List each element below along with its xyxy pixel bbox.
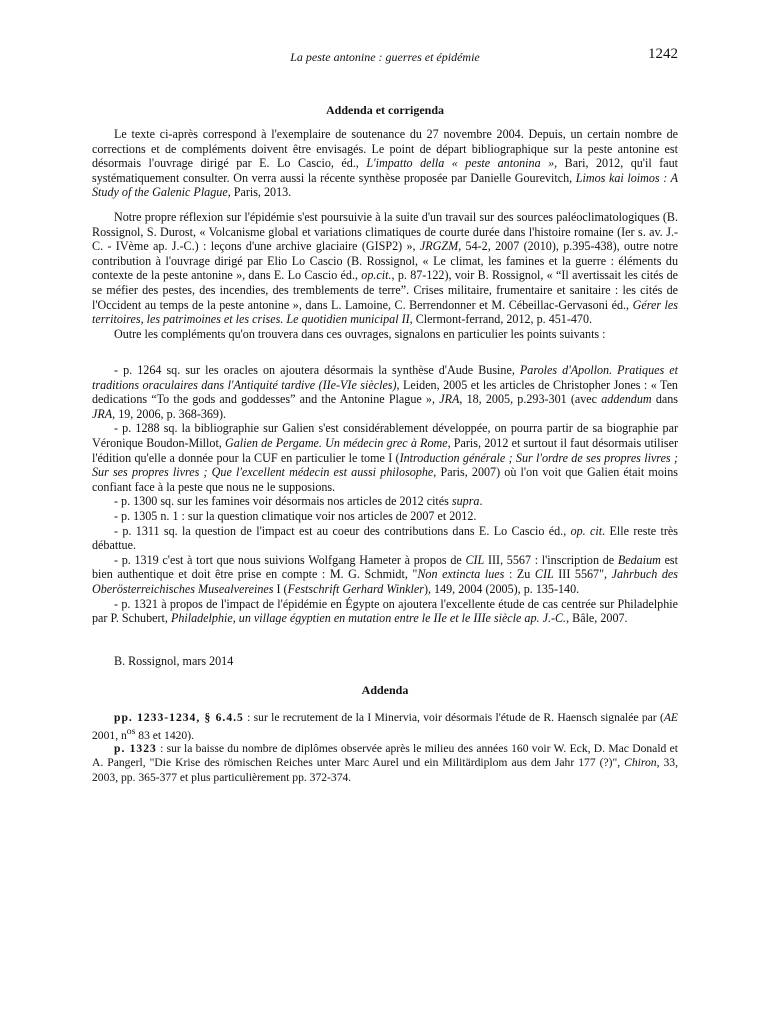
section-title-addenda-corrigenda: Addenda et corrigenda (326, 103, 444, 117)
list-item: - p. 1300 sq. sur les famines voir désormais nos articles de 2012 cités supra. (114, 494, 483, 509)
section-title-addenda: Addenda (361, 683, 409, 697)
addenda-entry: p. 1323 : sur la baisse du nombre de diplômes observée après le milieu des années 160 voir W. Eck, D. Mac Donald et A. Pangerl, "Die Krise des römischen Reiches unter Marc Aurel und ein Militärdiplom aus dem Jahr 177 (?)", Chiron, 33, 2003, pp. 365-377 et plus particulièrement pp. 372-374. (92, 742, 678, 784)
corrigenda-list (92, 363, 678, 626)
addenda-entry: pp. 1233-1234, § 6.4.5 : sur le recrutement de la I Minervia, voir désormais l'étude de R. Haensch signalée par (AE 2001, $n^{os}$ 83 et 1420). (92, 711, 678, 743)
paragraph-intro: Le texte ci-après correspond à l'exemplaire de soutenance du 27 novembre 2004. Depuis, un certain nombre de corrections et de compléments doivent être envisagés. Le point de départ bibliographique sur la peste antonine est désormais l'ouvrage dirigé par E. Lo Cascio, éd., L'impatto della « peste antonina », Bari, 2012, qu'il faut systématiquement consulter. On verra aussi la récente synthèse proposée par Danielle Gourevitch, Limos kai loimos : A Study of the Galenic Plague, Paris, 2013. (92, 127, 678, 200)
document-page (92, 0, 678, 1024)
list-item: - p. 1321 à propos de l'impact de l'épidémie en Égypte on ajoutera l'excellente étude de cas centrée sur Philadelphie par P. Schubert, Philadelphie, un village égyptien en mutation entre le IIe et le IIIe siècle ap. J.-C., Bâle, 2007. (92, 596, 678, 626)
paragraph-research: Notre propre réflexion sur l'épidémie s'est poursuivie à la suite d'un travail sur des sources paléoclimatologiques (B. Rossignol, S. Durost, « Volcanisme global et variations climatiques de courte durée dans l'histoire romaine (Ier s. av. J.-C. - IVème ap. J.-C.) : leçons d'une archive glaciaire (GISP2) », JRGZM, 54-2, 2007 (2010), p.395-438), outre notre contribution à l'ouvrage dirigé par Elio Lo Cascio (B. Rossignol, « Le climat, les famines et la guerre : éléments du contexte de la peste antonine », dans E. Lo Cascio éd., op.cit., p. 87-122), voir B. Rossignol, « “Il avertissait les cités de se méfier des pestes, des incendies, des tremblements de terre”. Crises militaire, frumentaire et sanitaire : les cités de l'Occident au temps de la peste antonine », dans L. Lamoine, C. Berrendonner et M. Cébeillac-Gervasoni éd., Gérer les territoires, les patrimoines et les crises. Le quotidien municipal II, Clermont-ferrand, 2012, p. 451-470. (92, 210, 679, 327)
list-item: - p. 1264 sq. sur les oracles on ajoutera désormais la synthèse d'Aude Busine, Paroles d'Apollon. Pratiques et traditions oraculaires dans l'Antiquité tardive (IIe-VIe siècles), Leiden, 2005 et les articles de Christopher Jones : « Ten dedications “To the gods and goddesses” and the Antonine Plague », JRA, 18, 2005, p.293-301 (avec addendum dans JRA, 19, 2006, p. 368-369). (92, 363, 678, 421)
page-number: 1242 (648, 46, 678, 62)
list-item: - p. 1311 sq. la question de l'impact est au coeur des contributions dans E. Lo Cascio éd., op. cit. Elle reste très débattue. (92, 523, 678, 553)
list-item: - p. 1288 sq. la bibliographie sur Galien s'est considérablement développée, on pourra partir de sa biographie par Véronique Boudon-Millot, Galien de Pergame. Un médecin grec à Rome, Paris, 2012 et surtout il faut désormais utiliser l'édition qu'elle a donnée pour la CUF en particulier le tome I (Introduction générale ; Sur l'ordre de ses propres livres ; Sur ses propres livres ; Que l'excellent médecin est aussi philosophe, Paris, 2007) où l'on voit que Galien était moins confiant face à la peste que nous ne le supposions. (92, 421, 678, 494)
paragraph-block-research (92, 210, 678, 341)
list-item: - p. 1305 n. 1 : sur la question climatique voir nos articles de 2007 et 2012. (114, 508, 477, 523)
paragraph-complements: Outre les compléments qu'on trouvera dans ces ouvrages, signalons en particulier les points suivants : (114, 326, 606, 341)
running-title: La peste antonine : guerres et épidémie (290, 50, 480, 64)
list-item: - p. 1319 c'est à tort que nous suivions Wolfgang Hameter à propos de CIL III, 5567 : l'inscription de Bedaium est bien authentique et doit être prise en compte : M. G. Schmidt, "Non extincta lues : Zu CIL III 5567", Jahrbuch des Oberösterreichisches Musealvereines I (Festschrift Gerhard Winkler), 149, 2004 (2005), p. 135-140. (92, 552, 678, 596)
signature: B. Rossignol, mars 2014 (114, 654, 234, 668)
